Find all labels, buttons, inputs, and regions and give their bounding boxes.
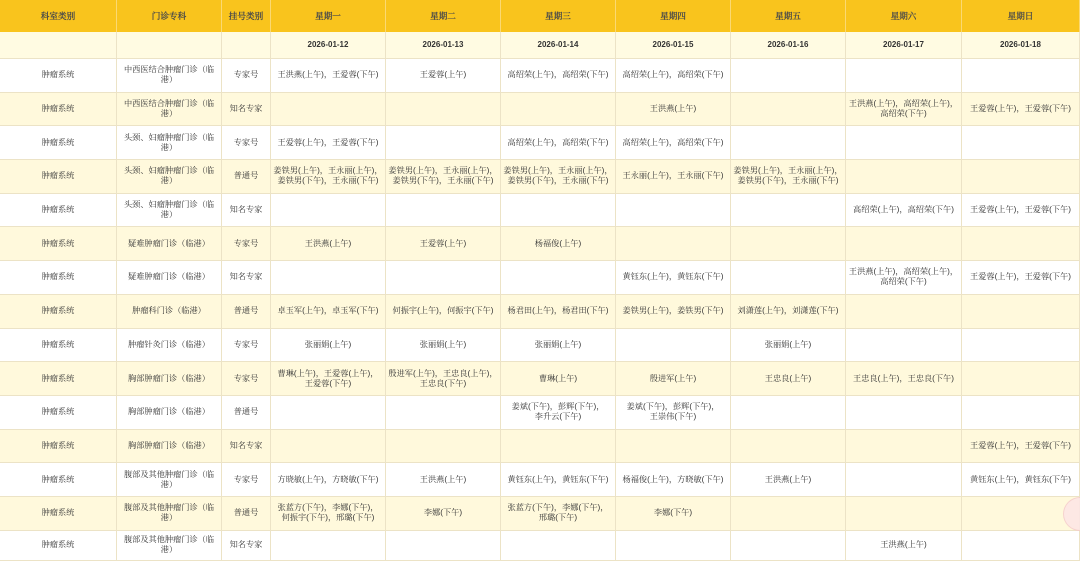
schedule-row [0,261,1080,295]
schedule-cell-sun [962,531,1080,561]
schedule-cell-wed: 黄钰东(上午)，黄钰东(下午) [501,463,616,497]
schedule-cell-sun: 王爱蓉(上午)，王爱蓉(下午) [962,430,1080,464]
schedule-cell-thu [616,430,731,464]
schedule-cell-thu: 王洪燕(上午) [616,93,731,127]
schedule-cell-thu: 姜斌(下午)，彭辉(下午)，王崇伟(下午) [616,396,731,430]
schedule-cell-tue: 王爱蓉(上午) [386,59,501,93]
schedule-cell-tue: 王洪燕(上午) [386,463,501,497]
schedule-cell-sat: 王忠良(上午)，王忠良(下午) [846,362,962,396]
clinic-cell: 胸部肿瘤门诊（临港） [117,362,222,396]
schedule-cell-sat [846,126,962,160]
registration-type-cell: 普通号 [222,396,271,430]
schedule-cell-thu [616,194,731,228]
schedule-cell-mon [271,93,386,127]
clinic-cell: 腹部及其他肿瘤门诊（临港） [117,497,222,531]
schedule-cell-thu [616,531,731,561]
department-cell: 肿瘤系统 [0,295,117,329]
schedule-cell-fri: 王忠良(上午) [731,362,846,396]
schedule-cell-tue [386,396,501,430]
schedule-cell-fri: 王洪燕(上午) [731,463,846,497]
clinic-cell: 肿瘤针灸门诊（临港） [117,329,222,363]
header-registration-type: 挂号类别 [222,0,271,32]
schedule-cell-tue [386,126,501,160]
schedule-cell-tue [386,194,501,228]
header-row [0,0,1080,32]
department-cell: 肿瘤系统 [0,362,117,396]
schedule-cell-mon: 王洪燕(上午) [271,227,386,261]
schedule-cell-sat [846,430,962,464]
schedule-cell-sun [962,362,1080,396]
schedule-cell-fri [731,261,846,295]
schedule-cell-mon: 张蓝方(下午)，李娜(下午)，何振宇(下午)，邢璐(下午) [271,497,386,531]
registration-type-cell: 专家号 [222,126,271,160]
department-cell: 肿瘤系统 [0,59,117,93]
clinic-cell: 头颈、妇瘤肿瘤门诊（临港） [117,194,222,228]
registration-type-cell: 专家号 [222,59,271,93]
header-sat: 星期六 [846,0,962,32]
schedule-cell-sat [846,227,962,261]
schedule-cell-sun [962,329,1080,363]
schedule-cell-fri [731,227,846,261]
schedule-cell-mon: 曹琳(上午)，王爱蓉(上午)，王爱蓉(下午) [271,362,386,396]
clinic-cell: 腹部及其他肿瘤门诊（临港） [117,531,222,561]
schedule-row [0,59,1080,93]
header-wed: 星期三 [501,0,616,32]
schedule-cell-thu: 高绍荣(上午)，高绍荣(下午) [616,126,731,160]
schedule-cell-sat: 王洪燕(上午)，高绍荣(上午)，高绍荣(下午) [846,93,962,127]
schedule-row [0,463,1080,497]
schedule-cell-sun [962,295,1080,329]
department-cell: 肿瘤系统 [0,329,117,363]
schedule-cell-sun: 黄钰东(上午)，黄钰东(下午) [962,463,1080,497]
schedule-cell-thu: 姜铁男(上午)，姜铁男(下午) [616,295,731,329]
schedule-cell-sun [962,126,1080,160]
schedule-row [0,430,1080,464]
department-cell: 肿瘤系统 [0,160,117,194]
header-mon: 星期一 [271,0,386,32]
schedule-cell-wed: 曹琳(上午) [501,362,616,396]
registration-type-cell: 知名专家 [222,261,271,295]
department-cell: 肿瘤系统 [0,463,117,497]
header-sun: 星期日 [962,0,1080,32]
schedule-cell-fri [731,531,846,561]
registration-type-cell: 专家号 [222,463,271,497]
schedule-cell-sat [846,329,962,363]
schedule-cell-wed [501,93,616,127]
department-cell: 肿瘤系统 [0,396,117,430]
schedule-cell-mon [271,430,386,464]
schedule-cell-fri [731,126,846,160]
schedule-cell-sun [962,59,1080,93]
schedule-cell-fri [731,497,846,531]
schedule-cell-sat [846,59,962,93]
department-cell: 肿瘤系统 [0,194,117,228]
date-spacer [0,32,117,59]
date-tue: 2026-01-13 [386,32,501,59]
schedule-cell-tue: 姜铁男(上午)，王永丽(上午)，姜铁男(下午)，王永丽(下午) [386,160,501,194]
date-fri: 2026-01-16 [731,32,846,59]
schedule-cell-wed: 姜斌(下午)，彭辉(下午)，李升云(下午) [501,396,616,430]
schedule-cell-sat [846,160,962,194]
schedule-row [0,227,1080,261]
schedule-cell-mon: 姜铁男(上午)，王永丽(上午)，姜铁男(下午)，王永丽(下午) [271,160,386,194]
department-cell: 肿瘤系统 [0,261,117,295]
schedule-cell-mon: 王洪燕(上午)，王爱蓉(下午) [271,59,386,93]
department-cell: 肿瘤系统 [0,497,117,531]
schedule-cell-thu [616,329,731,363]
schedule-cell-mon [271,261,386,295]
schedule-cell-fri [731,430,846,464]
date-sun: 2026-01-18 [962,32,1080,59]
schedule-cell-sat [846,295,962,329]
schedule-cell-mon: 王爱蓉(上午)，王爱蓉(下午) [271,126,386,160]
schedule-cell-tue [386,261,501,295]
schedule-row [0,329,1080,363]
header-tue: 星期二 [386,0,501,32]
schedule-cell-sat: 王洪燕(上午) [846,531,962,561]
date-sat: 2026-01-17 [846,32,962,59]
clinic-cell: 头颈、妇瘤肿瘤门诊（临港） [117,126,222,160]
header-clinic: 门诊专科 [117,0,222,32]
schedule-cell-thu [616,227,731,261]
registration-type-cell: 知名专家 [222,531,271,561]
schedule-cell-thu: 王永丽(上午)，王永丽(下午) [616,160,731,194]
schedule-cell-mon [271,531,386,561]
schedule-cell-mon [271,396,386,430]
registration-type-cell: 知名专家 [222,194,271,228]
schedule-cell-mon: 张丽娟(上午) [271,329,386,363]
schedule-cell-tue [386,430,501,464]
schedule-cell-mon: 卓玉军(上午)，卓玉军(下午) [271,295,386,329]
schedule-cell-wed: 张蓝方(下午)，李娜(下午)，邢璐(下午) [501,497,616,531]
schedule-cell-thu: 殷进军(上午) [616,362,731,396]
registration-type-cell: 专家号 [222,227,271,261]
schedule-cell-wed: 杨福俊(上午) [501,227,616,261]
clinic-cell: 疑难肿瘤门诊（临港） [117,261,222,295]
schedule-row [0,194,1080,228]
date-thu: 2026-01-15 [616,32,731,59]
clinic-cell: 腹部及其他肿瘤门诊（临港） [117,463,222,497]
schedule-cell-thu: 高绍荣(上午)，高绍荣(下午) [616,59,731,93]
schedule-cell-tue [386,93,501,127]
clinic-cell: 中西医结合肿瘤门诊（临港） [117,93,222,127]
schedule-cell-sat [846,497,962,531]
clinic-cell: 中西医结合肿瘤门诊（临港） [117,59,222,93]
registration-type-cell: 知名专家 [222,430,271,464]
date-row [0,32,1080,59]
schedule-cell-mon [271,194,386,228]
clinic-cell: 胸部肿瘤门诊（临港） [117,430,222,464]
date-wed: 2026-01-14 [501,32,616,59]
schedule-cell-tue: 何振宇(上午)，何振宇(下午) [386,295,501,329]
registration-type-cell: 普通号 [222,295,271,329]
schedule-cell-wed: 杨君田(上午)，杨君田(下午) [501,295,616,329]
schedule-cell-sat: 王洪燕(上午)，高绍荣(上午)，高绍荣(下午) [846,261,962,295]
schedule-cell-tue: 李娜(下午) [386,497,501,531]
date-spacer [117,32,222,59]
schedule-cell-fri: 张丽娟(上午) [731,329,846,363]
registration-type-cell: 知名专家 [222,93,271,127]
registration-type-cell: 专家号 [222,362,271,396]
schedule-cell-wed: 高绍荣(上午)，高绍荣(下午) [501,126,616,160]
schedule-cell-wed: 姜铁男(上午)，王永丽(上午)，姜铁男(下午)，王永丽(下午) [501,160,616,194]
schedule-cell-fri [731,194,846,228]
schedule-cell-fri: 姜铁男(上午)，王永丽(上午)，姜铁男(下午)，王永丽(下午) [731,160,846,194]
schedule-cell-sat [846,396,962,430]
schedule-row [0,497,1080,531]
schedule-cell-sun [962,396,1080,430]
header-fri: 星期五 [731,0,846,32]
schedule-cell-thu: 李娜(下午) [616,497,731,531]
clinic-cell: 疑难肿瘤门诊（临港） [117,227,222,261]
schedule-cell-fri [731,93,846,127]
schedule-cell-tue: 殷进军(上午)，王忠良(上午)，王忠良(下午) [386,362,501,396]
date-spacer [222,32,271,59]
schedule-cell-thu: 杨福俊(上午)，方晓敏(下午) [616,463,731,497]
schedule-cell-sun: 王爱蓉(上午)，王爱蓉(下午) [962,93,1080,127]
department-cell: 肿瘤系统 [0,531,117,561]
schedule-cell-sat: 高绍荣(上午)，高绍荣(下午) [846,194,962,228]
department-cell: 肿瘤系统 [0,126,117,160]
schedule-cell-fri [731,396,846,430]
schedule-row [0,160,1080,194]
schedule-row [0,396,1080,430]
schedule-row [0,93,1080,127]
registration-type-cell: 专家号 [222,329,271,363]
schedule-cell-sun [962,160,1080,194]
header-department-category: 科室类别 [0,0,117,32]
department-cell: 肿瘤系统 [0,227,117,261]
schedule-cell-sun [962,227,1080,261]
date-mon: 2026-01-12 [271,32,386,59]
header-thu: 星期四 [616,0,731,32]
registration-type-cell: 普通号 [222,160,271,194]
department-cell: 肿瘤系统 [0,93,117,127]
clinic-cell: 肿瘤科门诊（临港） [117,295,222,329]
schedule-body [0,59,1080,561]
schedule-row [0,362,1080,396]
schedule-row [0,126,1080,160]
schedule-cell-fri [731,59,846,93]
schedule-row [0,531,1080,561]
schedule-cell-mon: 方晓敏(上午)，方晓敏(下午) [271,463,386,497]
department-cell: 肿瘤系统 [0,430,117,464]
schedule-cell-wed: 张丽娟(上午) [501,329,616,363]
schedule-cell-wed [501,261,616,295]
schedule-cell-sat [846,463,962,497]
schedule-cell-sun: 王爱蓉(上午)，王爱蓉(下午) [962,261,1080,295]
schedule-cell-wed [501,531,616,561]
clinic-cell: 头颈、妇瘤肿瘤门诊（临港） [117,160,222,194]
schedule-cell-fri: 刘潇莲(上午)，刘潇莲(下午) [731,295,846,329]
registration-type-cell: 普通号 [222,497,271,531]
schedule-cell-thu: 黄钰东(上午)，黄钰东(下午) [616,261,731,295]
schedule-cell-sun: 王爱蓉(上午)，王爱蓉(下午) [962,194,1080,228]
schedule-cell-wed [501,430,616,464]
clinic-cell: 胸部肿瘤门诊（临港） [117,396,222,430]
schedule-row [0,295,1080,329]
schedule-cell-tue [386,531,501,561]
schedule-cell-wed: 高绍荣(上午)，高绍荣(下午) [501,59,616,93]
schedule-cell-tue: 王爱蓉(上午) [386,227,501,261]
schedule-cell-tue: 张丽娟(上午) [386,329,501,363]
schedule-cell-wed [501,194,616,228]
